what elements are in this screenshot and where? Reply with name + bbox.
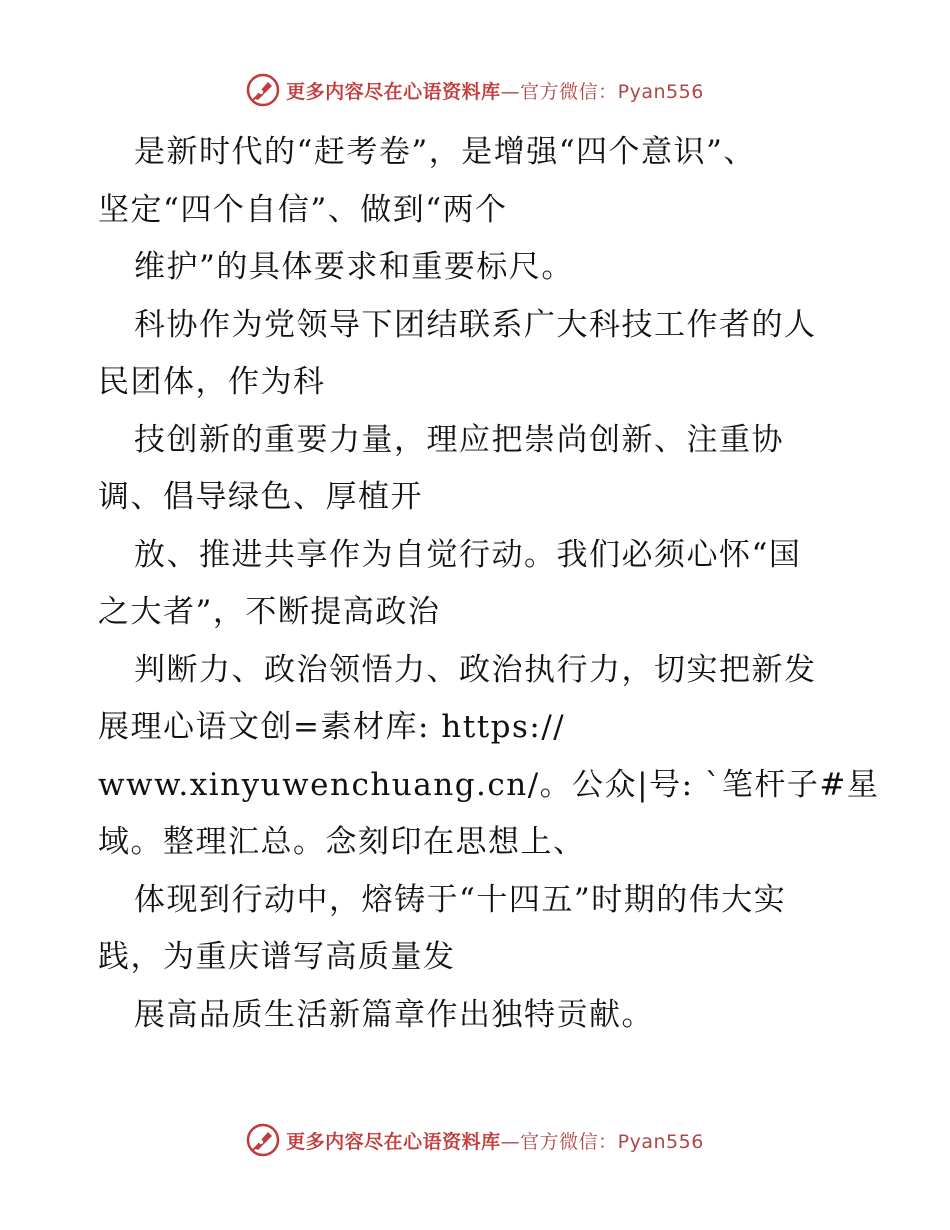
pen-logo-icon: [246, 1123, 280, 1157]
header-watermark: [0, 70, 950, 110]
footer-watermark-main: 更多内容尽在心语资料库: [286, 1130, 501, 1153]
text-line: 展高品质生活新篇章作出独特贡献。: [134, 996, 654, 1033]
header-watermark-sub: —官方微信：Pyan556: [500, 80, 704, 103]
text-line: 坚定“四个自信”、做到“两个: [98, 191, 508, 228]
text-line: 之大者”，不断提高政治: [98, 594, 441, 630]
text-line: 科协作为党领导下团结联系广大科技工作者的人: [134, 306, 817, 343]
text-line: 民团体，作为科: [98, 364, 326, 400]
text-line: 放、推进共享作为自觉行动。我们必须心怀“国: [134, 536, 802, 573]
header-watermark-main: 更多内容尽在心语资料库: [286, 80, 501, 103]
footer-watermark: [0, 1120, 950, 1160]
text-line: 体现到行动中，熔铸于“十四五”时期的伟大实: [134, 881, 787, 918]
footer-watermark-sub: —官方微信：Pyan556: [500, 1130, 704, 1153]
text-line: 是新时代的“赶考卷”，是增强“四个意识”、: [134, 134, 756, 170]
text-line: 展理心语文创=素材库: https://: [98, 709, 566, 745]
pen-logo-icon: [246, 73, 280, 107]
text-line: 调、倡导绿色、厚植开: [98, 479, 423, 515]
text-line: www.xinyuwenchuang.cn/。公众|号: `笔杆子#星: [98, 766, 880, 803]
text-line: 践，为重庆谱写高质量发: [98, 939, 456, 975]
document-body: [98, 124, 878, 1044]
text-line: 维护”的具体要求和重要标尺。: [134, 249, 574, 285]
text-line: 判断力、政治领悟力、政治执行力，切实把新发: [134, 651, 817, 688]
text-line: 域。整理汇总。念刻印在思想上、: [98, 824, 586, 860]
text-line: 技创新的重要力量，理应把崇尚创新、注重协: [134, 421, 784, 458]
